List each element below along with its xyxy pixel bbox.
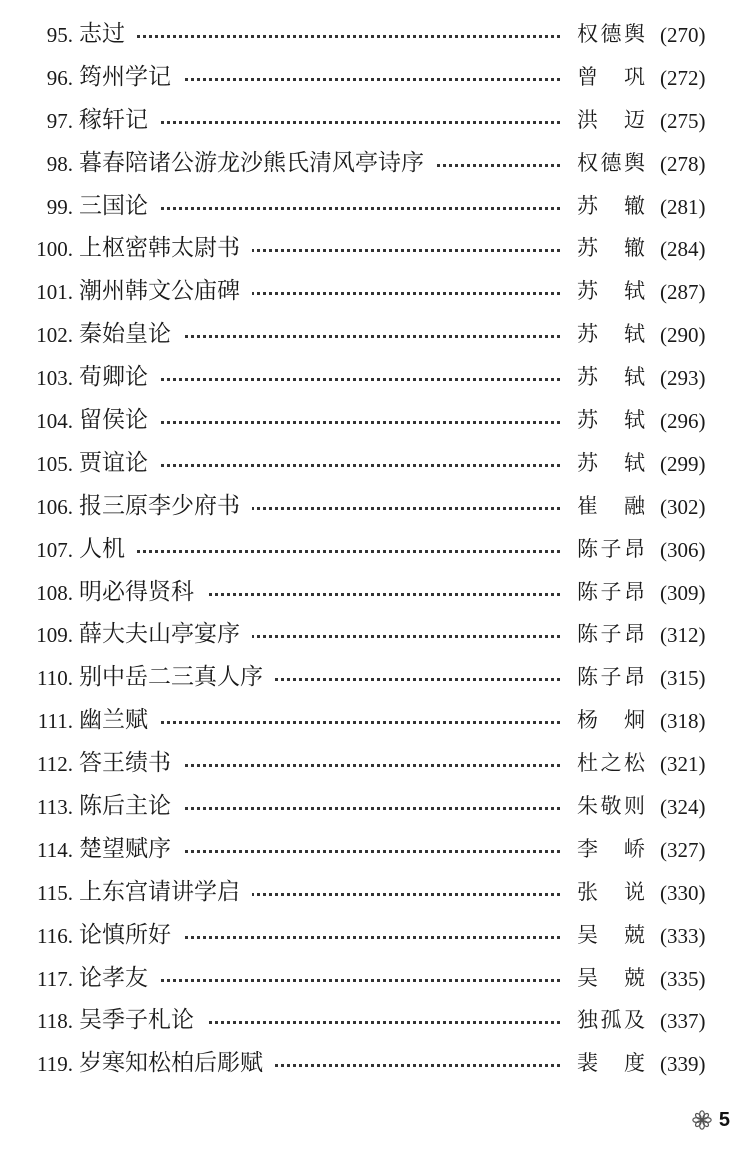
- entry-author: 权德舆: [577, 22, 645, 46]
- dot-leader: [90, 35, 560, 38]
- entry-author: 苏辙: [577, 236, 645, 261]
- entry-number: 106.: [36, 494, 73, 519]
- entry-author: 苏轼: [577, 450, 645, 475]
- toc-entry[interactable]: [0, 14, 750, 57]
- toc-entry[interactable]: [0, 100, 750, 143]
- dot-leader: [90, 721, 560, 724]
- entry-page: (287): [660, 280, 706, 305]
- entry-page: (337): [660, 1009, 706, 1034]
- entry-title: 稼轩记: [79, 106, 160, 134]
- entry-title: 答王绩书: [79, 749, 183, 777]
- entry-title: 秦始皇论: [79, 320, 183, 348]
- entry-author: 吴兢: [577, 965, 645, 990]
- entry-author: 杜之松: [577, 751, 645, 776]
- entry-number: 114.: [37, 837, 73, 862]
- entry-number: 118.: [37, 1009, 73, 1034]
- entry-number: 116.: [37, 923, 73, 948]
- toc-entry[interactable]: [0, 1000, 750, 1043]
- dot-leader: [90, 464, 560, 467]
- dot-leader: [90, 421, 560, 424]
- entry-title: 贾谊论: [79, 449, 160, 477]
- entry-number: 115.: [37, 880, 73, 905]
- entry-page: (272): [660, 65, 706, 90]
- toc-entry[interactable]: [0, 271, 750, 314]
- toc-entry[interactable]: [0, 700, 750, 743]
- entry-title: 幽兰赋: [79, 706, 160, 734]
- entry-page: (335): [660, 966, 706, 991]
- entry-page: (324): [660, 795, 706, 820]
- entry-number: 103.: [36, 366, 73, 391]
- entry-title: 明必得贤科: [79, 578, 206, 606]
- toc-entry[interactable]: [0, 915, 750, 958]
- entry-page: (296): [660, 409, 706, 434]
- entry-author: 陈子昂: [577, 622, 645, 647]
- entry-title: 留侯论: [79, 406, 160, 434]
- entry-title: 筠州学记: [79, 63, 183, 91]
- page-footer: [691, 1109, 730, 1131]
- entry-author: 洪迈: [577, 107, 645, 132]
- entry-title: 论慎所好: [79, 921, 183, 949]
- toc-entry[interactable]: [0, 486, 750, 529]
- toc-entry[interactable]: [0, 786, 750, 829]
- entry-number: 108.: [36, 580, 73, 605]
- entry-author: 陈子昂: [577, 536, 645, 561]
- entry-number: 109.: [36, 623, 73, 648]
- entry-title: 楚望赋序: [79, 835, 183, 863]
- toc-entry[interactable]: [0, 529, 750, 572]
- toc-entry[interactable]: [0, 614, 750, 657]
- entry-author: 陈子昂: [577, 579, 645, 604]
- entry-number: 119.: [37, 1052, 73, 1077]
- toc-entry[interactable]: [0, 1043, 750, 1086]
- entry-number: 117.: [37, 966, 73, 991]
- entry-title: 潮州韩文公庙碑: [79, 277, 252, 305]
- toc-entry[interactable]: [0, 572, 750, 615]
- entry-author: 吴兢: [577, 922, 645, 947]
- entry-page: (306): [660, 537, 706, 562]
- entry-title: 吴季子札论: [79, 1006, 206, 1034]
- entry-page: (281): [660, 194, 706, 219]
- entry-title: 荀卿论: [79, 363, 160, 391]
- toc-entry[interactable]: [0, 443, 750, 486]
- entry-author: 杨炯: [577, 708, 645, 733]
- entry-number: 96.: [46, 65, 73, 90]
- entry-title: 上枢密韩太尉书: [79, 234, 252, 262]
- entry-number: 95.: [46, 23, 73, 47]
- entry-page: (302): [660, 494, 706, 519]
- entry-number: 113.: [37, 795, 73, 820]
- entry-author: 苏轼: [577, 408, 645, 433]
- entry-page: (339): [660, 1052, 706, 1077]
- entry-title: 薛大夫山亭宴序: [79, 620, 252, 648]
- entry-title: 陈后主论: [79, 792, 183, 820]
- entry-author: 曾巩: [577, 64, 645, 89]
- entry-number: 98.: [46, 151, 73, 176]
- entry-author: 张说: [577, 879, 645, 904]
- toc-entry[interactable]: [0, 143, 750, 186]
- entry-title: 别中岳二三真人序: [79, 663, 275, 691]
- entry-page: (315): [660, 666, 706, 691]
- entry-author: 李峤: [577, 836, 645, 861]
- entry-title: 报三原李少府书: [79, 492, 252, 520]
- toc-entry[interactable]: [0, 357, 750, 400]
- toc-entry[interactable]: [0, 228, 750, 271]
- entry-number: 105.: [36, 451, 73, 476]
- entry-title: 暮春陪诸公游龙沙熊氏清风亭诗序: [79, 149, 436, 177]
- toc-entry[interactable]: [0, 829, 750, 872]
- entry-page: (290): [660, 323, 706, 348]
- entry-author: 独孤及: [577, 1008, 645, 1033]
- entry-author: 朱敬则: [577, 794, 645, 819]
- entry-number: 112.: [37, 752, 73, 777]
- entry-author: 苏轼: [577, 279, 645, 304]
- entry-author: 苏轼: [577, 322, 645, 347]
- dot-leader: [90, 979, 560, 982]
- entry-page: (321): [660, 752, 706, 777]
- entry-page: (330): [660, 880, 706, 905]
- entry-number: 100.: [36, 237, 73, 262]
- page-number: 5: [718, 1109, 730, 1131]
- toc-entry[interactable]: [0, 872, 750, 915]
- entry-author: 苏轼: [577, 365, 645, 390]
- entry-page: (270): [660, 23, 706, 47]
- entry-number: 99.: [46, 194, 73, 219]
- entry-page: (278): [660, 151, 706, 176]
- entry-title: 论孝友: [79, 964, 160, 992]
- entry-page: (309): [660, 580, 706, 605]
- table-of-contents: [0, 14, 750, 1086]
- entry-title: 志过: [79, 20, 137, 48]
- entry-number: 102.: [36, 323, 73, 348]
- entry-number: 107.: [36, 537, 73, 562]
- entry-page: (275): [660, 108, 706, 133]
- entry-author: 崔融: [577, 493, 645, 518]
- dot-leader: [90, 550, 560, 553]
- toc-entry[interactable]: [0, 958, 750, 1001]
- toc-entry[interactable]: [0, 186, 750, 229]
- toc-entry[interactable]: [0, 743, 750, 786]
- entry-number: 110.: [37, 666, 73, 691]
- toc-entry[interactable]: [0, 314, 750, 357]
- entry-author: 裴度: [577, 1051, 645, 1076]
- entry-title: 三国论: [79, 192, 160, 220]
- entry-page: (293): [660, 366, 706, 391]
- entry-page: (312): [660, 623, 706, 648]
- toc-entry[interactable]: [0, 657, 750, 700]
- entry-title: 岁寒知松柏后彫赋: [79, 1049, 275, 1077]
- flower-icon: [691, 1109, 713, 1131]
- entry-author: 权德舆: [577, 150, 645, 175]
- entry-number: 111.: [37, 709, 73, 734]
- entry-author: 陈子昂: [577, 665, 645, 690]
- dot-leader: [90, 207, 560, 210]
- entry-number: 104.: [36, 409, 73, 434]
- entry-page: (327): [660, 837, 706, 862]
- entry-number: 97.: [46, 108, 73, 133]
- entry-page: (318): [660, 709, 706, 734]
- toc-entry[interactable]: [0, 57, 750, 100]
- entry-author: 苏辙: [577, 193, 645, 218]
- entry-number: 101.: [36, 280, 73, 305]
- dot-leader: [90, 121, 560, 124]
- entry-page: (284): [660, 237, 706, 262]
- entry-title: 上东宫请讲学启: [79, 878, 252, 906]
- entry-title: 人机: [79, 535, 137, 563]
- entry-page: (299): [660, 451, 706, 476]
- toc-entry[interactable]: [0, 400, 750, 443]
- dot-leader: [90, 378, 560, 381]
- entry-page: (333): [660, 923, 706, 948]
